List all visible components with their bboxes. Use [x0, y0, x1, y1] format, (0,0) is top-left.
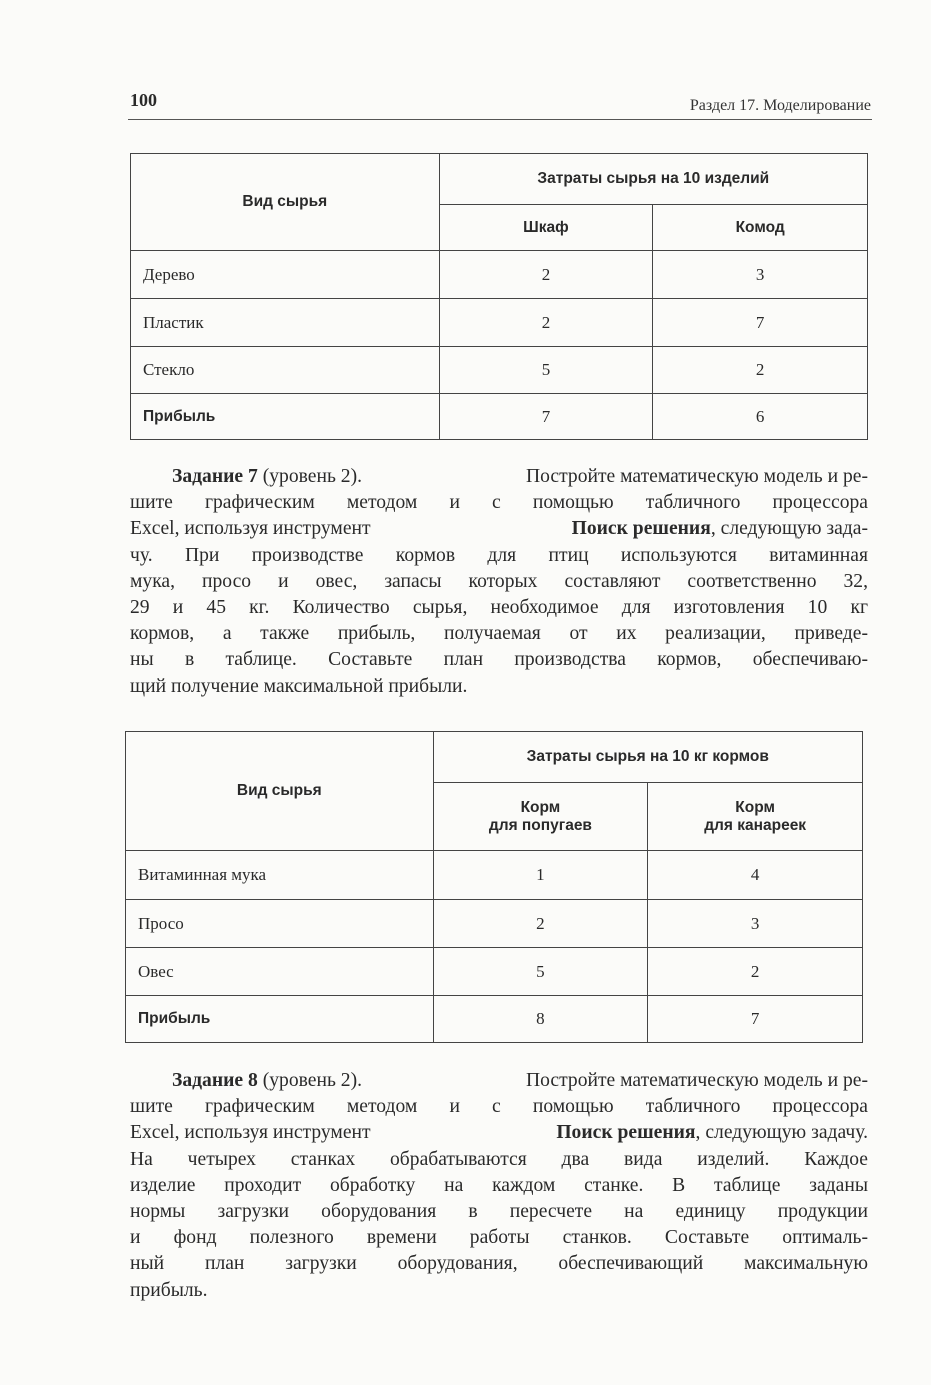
row-label: Прибыль	[131, 394, 440, 440]
tool-name: Поиск решения	[571, 518, 711, 540]
table-row	[126, 900, 863, 948]
cell-value: 7	[648, 996, 863, 1043]
header-line: Корм	[735, 798, 775, 816]
tool-name: Поиск решения	[556, 1122, 696, 1144]
page-number: 100	[130, 90, 157, 110]
row-label: Овес	[126, 948, 434, 996]
task-text-line: прибыль.	[130, 1279, 208, 1301]
task-text-line: и фонд полезного времени работы станков. Составьте оптималь-	[130, 1227, 868, 1249]
task-text-line: Excel, используя инструмент	[130, 1122, 371, 1144]
task-text-line: 29 и 45 кг. Количество сырья, необходимое для изготовления 10 кг	[130, 596, 868, 618]
task-level: (уровень 2).	[262, 1070, 363, 1091]
table-header-material-type: Вид сырья	[126, 732, 434, 851]
table-row	[131, 251, 868, 299]
table-header-group: Затраты сырья на 10 кг кормов	[433, 732, 862, 783]
cell-value: 2	[439, 251, 653, 299]
task-title: Задание 8	[172, 1070, 258, 1091]
cell-value: 8	[433, 996, 648, 1043]
table-header-group: Затраты сырья на 10 изделий	[439, 154, 867, 205]
header-line: для канареек	[704, 816, 807, 834]
table-row	[131, 347, 868, 394]
task-text-line: Постройте математическую модель и ре-	[525, 1070, 868, 1091]
header-line: Корм	[520, 798, 561, 816]
table-header-col: Шкаф	[439, 205, 653, 251]
header-divider	[128, 119, 872, 120]
task-text-line: мука, просо и овес, запасы которых составляют соответственно 32,	[130, 570, 868, 592]
task-text-line: На четырех станках обрабатываются два вида изделий. Каждое	[130, 1148, 868, 1170]
task-text-line: чу. При производстве кормов для птиц используются витаминная	[130, 544, 868, 566]
cell-value: 5	[433, 948, 648, 996]
task-text-line: Постройте математическую модель и ре-	[525, 466, 868, 487]
row-label: Прибыль	[126, 996, 434, 1043]
table-row	[126, 851, 863, 900]
task-text-line: Excel, используя инструмент	[130, 518, 371, 540]
table-header-col	[648, 783, 863, 851]
task-8-paragraph	[130, 1068, 868, 1304]
row-label: Дерево	[131, 251, 440, 299]
task-text-line: изделие проходит обработку на каждом станке. В таблице заданы	[130, 1174, 868, 1196]
task-text-line: ный план загрузки оборудования, обеспечивающий максимальную	[130, 1253, 868, 1275]
row-label: Витаминная мука	[126, 851, 434, 900]
table-furniture-materials	[130, 153, 868, 440]
cell-value: 6	[653, 394, 868, 440]
table-row	[126, 996, 863, 1043]
task-text-line: ны в таблице. Составьте план производства кормов, обеспечиваю-	[130, 649, 868, 671]
task-7-paragraph	[130, 464, 868, 700]
table-row	[131, 299, 868, 347]
table-header-col: Комод	[653, 205, 868, 251]
task-text-line: кормов, а также прибыль, получаемая от их реализации, приведе-	[130, 623, 868, 645]
task-level: (уровень 2).	[262, 466, 363, 487]
cell-value: 1	[433, 851, 648, 900]
cell-value: 3	[653, 251, 868, 299]
section-title: Раздел 17. Моделирование	[689, 97, 871, 114]
cell-value: 5	[439, 347, 653, 394]
cell-value: 2	[653, 347, 868, 394]
task-text-line: шите графическим методом и с помощью табличного процессора	[130, 1096, 868, 1118]
table-header-material-type: Вид сырья	[131, 154, 440, 251]
row-label: Пластик	[131, 299, 440, 347]
header-line: для попугаев	[488, 816, 592, 834]
cell-value: 7	[653, 299, 868, 347]
cell-value: 4	[648, 851, 863, 900]
task-text-line: , следующую задачу.	[695, 1122, 868, 1144]
cell-value: 7	[439, 394, 653, 440]
table-row	[126, 948, 863, 996]
row-label: Просо	[126, 900, 434, 948]
task-text-line: нормы загрузки оборудования в пересчете на единицу продукции	[130, 1200, 868, 1222]
task-text-line: шите графическим методом и с помощью табличного процессора	[130, 492, 868, 514]
row-label: Стекло	[131, 347, 440, 394]
cell-value: 3	[648, 900, 863, 948]
cell-value: 2	[439, 299, 653, 347]
cell-value: 2	[648, 948, 863, 996]
task-text-line: , следующую зада-	[710, 518, 868, 540]
table-feed-materials	[125, 731, 863, 1043]
table-header-col	[433, 783, 648, 851]
table-row	[131, 394, 868, 440]
task-title: Задание 7	[172, 466, 258, 487]
task-text-line: щий получение максимальной прибыли.	[130, 675, 468, 697]
cell-value: 2	[433, 900, 648, 948]
